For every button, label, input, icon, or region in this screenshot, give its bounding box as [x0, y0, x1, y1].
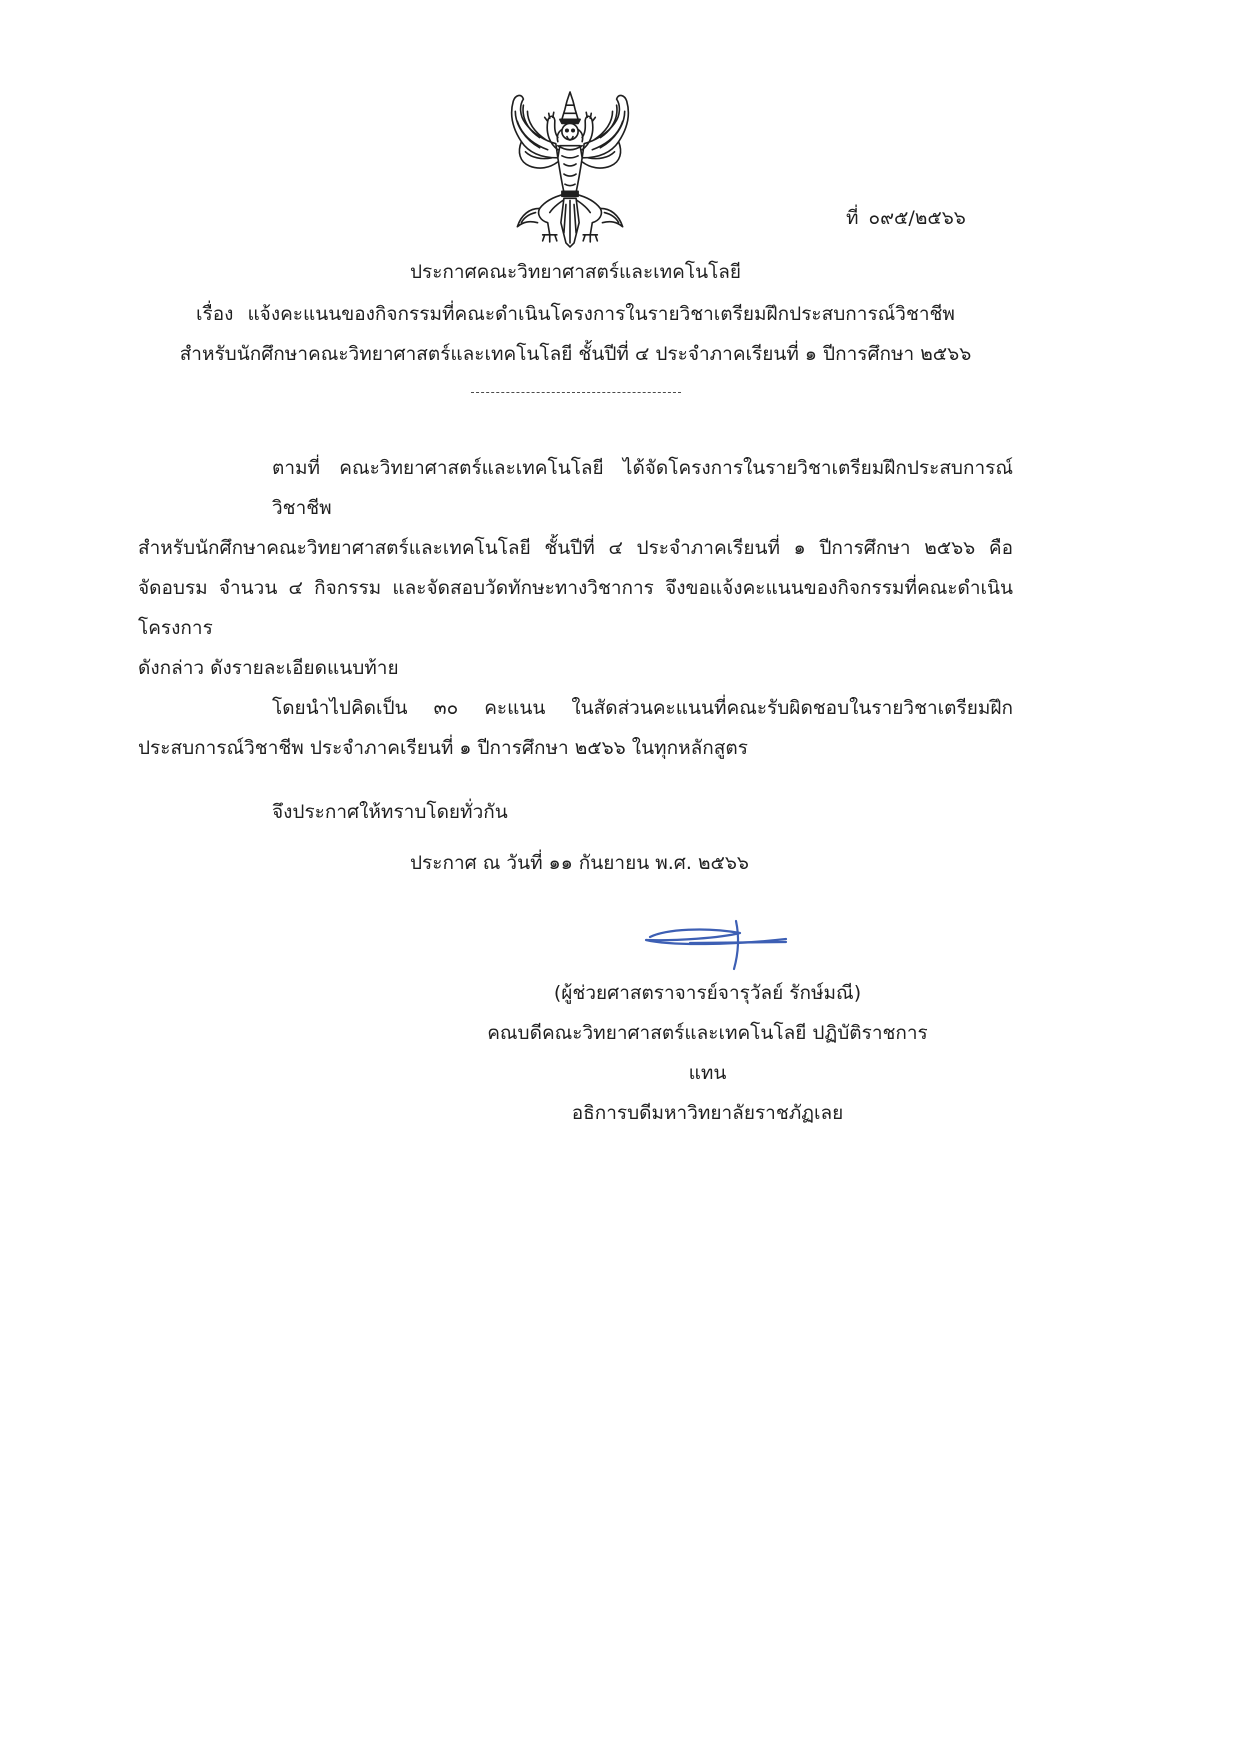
- announcement-content: [138, 252, 1013, 1133]
- emblem-left-half: [512, 95, 566, 241]
- signatory-on-behalf-of: อธิการบดีมหาวิทยาลัยราชภัฏเลย: [571, 1102, 844, 1124]
- announcement-title: ประกาศคณะวิทยาศาสตร์และเทคโนโลยี: [409, 261, 742, 283]
- paragraph-1-line: จัดอบรม จำนวน ๔ กิจกรรม และจัดสอบวัดทักษะทางวิชาการ จึงขอแจ้งคะแนนของกิจกรรมที่คณะดำเนินโครงการ: [138, 577, 1013, 639]
- announcement-subject: [138, 294, 1013, 334]
- reference-label: ที่: [846, 207, 859, 229]
- reference-number: [846, 204, 966, 232]
- reference-value: ๐๙๕/๒๕๖๖: [868, 207, 966, 229]
- signatory-name: (ผู้ช่วยศาสตราจารย์จารุวัลย์ รักษ์มณี): [553, 982, 862, 1004]
- handwritten-signature: [636, 913, 792, 973]
- subject-label: เรื่อง: [196, 303, 234, 325]
- paragraph-2-line: โดยนำไปคิดเป็น ๓๐ คะแนน ในสัดส่วนคะแนนที่คณะรับผิดชอบในรายวิชาเตรียมฝึก: [272, 697, 1013, 719]
- garuda-emblem-icon: [499, 91, 641, 248]
- paragraph-2: [138, 688, 1013, 768]
- signatory-position: คณบดีคณะวิทยาศาสตร์และเทคโนโลยี ปฏิบัติราชการแทน: [487, 1022, 928, 1084]
- closing-statement: จึงประกาศให้ทราบโดยทั่วกัน: [272, 801, 508, 823]
- announcement-date: ประกาศ ณ วันที่ ๑๑ กันยายน พ.ศ. ๒๕๖๖: [410, 852, 749, 874]
- paragraph-1-line: ตามที่ คณะวิทยาศาสตร์และเทคโนโลยี ได้จัดโครงการในรายวิชาเตรียมฝึกประสบการณ์วิชาชีพ: [272, 457, 1013, 519]
- subject-text: แจ้งคะแนนของกิจกรรมที่คณะดำเนินโครงการในรายวิชาเตรียมฝึกประสบการณ์วิชาชีพ: [247, 303, 955, 325]
- paragraph-1-line: สำหรับนักศึกษาคณะวิทยาศาสตร์และเทคโนโลยี ชั้นปีที่ ๔ ประจำภาคเรียนที่ ๑ ปีการศึกษา ๒๕๖๖ คือ: [138, 537, 1013, 559]
- paragraph-1: [138, 448, 1013, 688]
- paragraph-1-line: ดังกล่าว ดังรายละเอียดแนบท้าย: [138, 657, 399, 679]
- emblem-right-half: [574, 95, 628, 241]
- emblem-center: [558, 92, 582, 247]
- heading-separator: [471, 392, 681, 393]
- signatory-block: [480, 973, 935, 1133]
- paragraph-2-line: ประสบการณ์วิชาชีพ ประจำภาคเรียนที่ ๑ ปีการศึกษา ๒๕๖๖ ในทุกหลักสูตร: [138, 737, 748, 759]
- subject-continuation: สำหรับนักศึกษาคณะวิทยาศาสตร์และเทคโนโลยี ชั้นปีที่ ๔ ประจำภาคเรียนที่ ๑ ปีการศึกษา ๒๕๖๖: [179, 343, 972, 365]
